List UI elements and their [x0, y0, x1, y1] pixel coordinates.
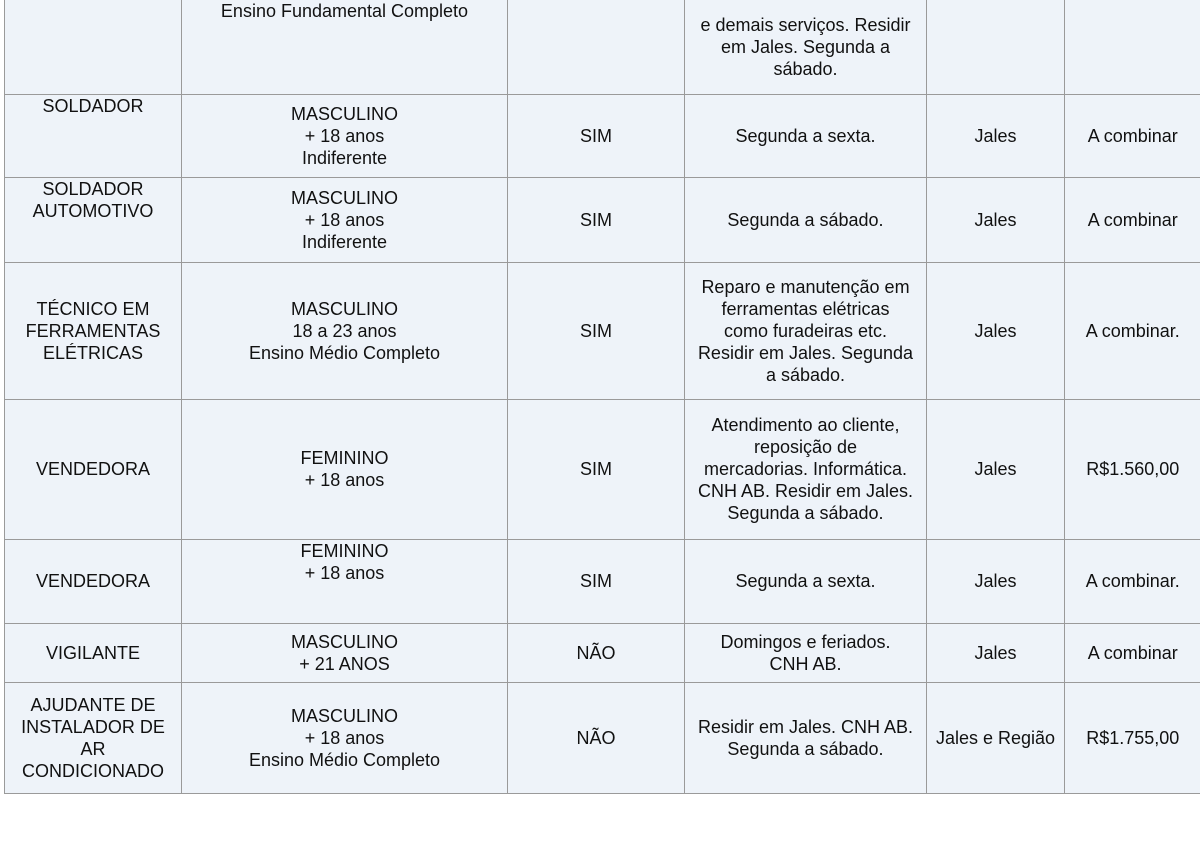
local-cell: Jales	[927, 399, 1065, 539]
salario-cell	[1065, 0, 1200, 94]
experiencia-cell: SIM	[508, 399, 685, 539]
cargo-cell: SOLDADOR	[5, 94, 182, 177]
salario-cell: A combinar.	[1065, 539, 1200, 623]
salario-cell: A combinar	[1065, 177, 1200, 262]
experiencia-cell	[508, 0, 685, 94]
experiencia-cell: SIM	[508, 539, 685, 623]
perfil-cell: Ensino Fundamental Completo	[182, 0, 508, 94]
cargo-cell: VENDEDORA	[5, 539, 182, 623]
cargo-cell: VENDEDORA	[5, 399, 182, 539]
cargo-cell: TÉCNICO EM FERRAMENTAS ELÉTRICAS	[5, 262, 182, 399]
descricao-cell: e demais serviços. Residir em Jales. Segunda a sábado.	[685, 0, 927, 94]
experiencia-cell: SIM	[508, 177, 685, 262]
local-cell: Jales	[927, 539, 1065, 623]
descricao-cell: Residir em Jales. CNH AB. Segunda a sábado.	[685, 682, 927, 793]
table-row	[5, 682, 1200, 793]
table-row	[5, 399, 1200, 539]
perfil-cell: MASCULINO + 18 anos Indiferente	[182, 177, 508, 262]
job-listings-table	[4, 0, 1200, 794]
perfil-cell: MASCULINO 18 a 23 anos Ensino Médio Completo	[182, 262, 508, 399]
salario-cell: R$1.560,00	[1065, 399, 1200, 539]
perfil-cell: MASCULINO + 18 anos Ensino Médio Completo	[182, 682, 508, 793]
cargo-cell: VIGILANTE	[5, 623, 182, 682]
table-row	[5, 623, 1200, 682]
descricao-cell: Segunda a sexta.	[685, 539, 927, 623]
descricao-cell: Segunda a sábado.	[685, 177, 927, 262]
perfil-cell: MASCULINO + 21 ANOS	[182, 623, 508, 682]
perfil-cell: FEMININO + 18 anos	[182, 539, 508, 623]
experiencia-cell: SIM	[508, 94, 685, 177]
experiencia-cell: SIM	[508, 262, 685, 399]
local-cell: Jales	[927, 623, 1065, 682]
table-row	[5, 262, 1200, 399]
local-cell: Jales	[927, 94, 1065, 177]
table-row	[5, 94, 1200, 177]
descricao-cell: Domingos e feriados. CNH AB.	[685, 623, 927, 682]
local-cell	[927, 0, 1065, 94]
cargo-cell	[5, 0, 182, 94]
salario-cell: R$1.755,00	[1065, 682, 1200, 793]
table-row	[5, 177, 1200, 262]
cargo-cell: SOLDADOR AUTOMOTIVO	[5, 177, 182, 262]
table-row	[5, 0, 1200, 94]
salario-cell: A combinar.	[1065, 262, 1200, 399]
descricao-cell: Atendimento ao cliente, reposição de mercadorias. Informática. CNH AB. Residir em Jales. Segunda a sábado.	[685, 399, 927, 539]
experiencia-cell: NÃO	[508, 623, 685, 682]
perfil-cell: FEMININO + 18 anos	[182, 399, 508, 539]
descricao-cell: Segunda a sexta.	[685, 94, 927, 177]
local-cell: Jales e Região	[927, 682, 1065, 793]
local-cell: Jales	[927, 262, 1065, 399]
table-row	[5, 539, 1200, 623]
cargo-cell: AJUDANTE DE INSTALADOR DE AR CONDICIONADO	[5, 682, 182, 793]
local-cell: Jales	[927, 177, 1065, 262]
descricao-cell: Reparo e manutenção em ferramentas elétricas como furadeiras etc. Residir em Jales. Segunda a sábado.	[685, 262, 927, 399]
perfil-cell: MASCULINO + 18 anos Indiferente	[182, 94, 508, 177]
salario-cell: A combinar	[1065, 623, 1200, 682]
salario-cell: A combinar	[1065, 94, 1200, 177]
experiencia-cell: NÃO	[508, 682, 685, 793]
